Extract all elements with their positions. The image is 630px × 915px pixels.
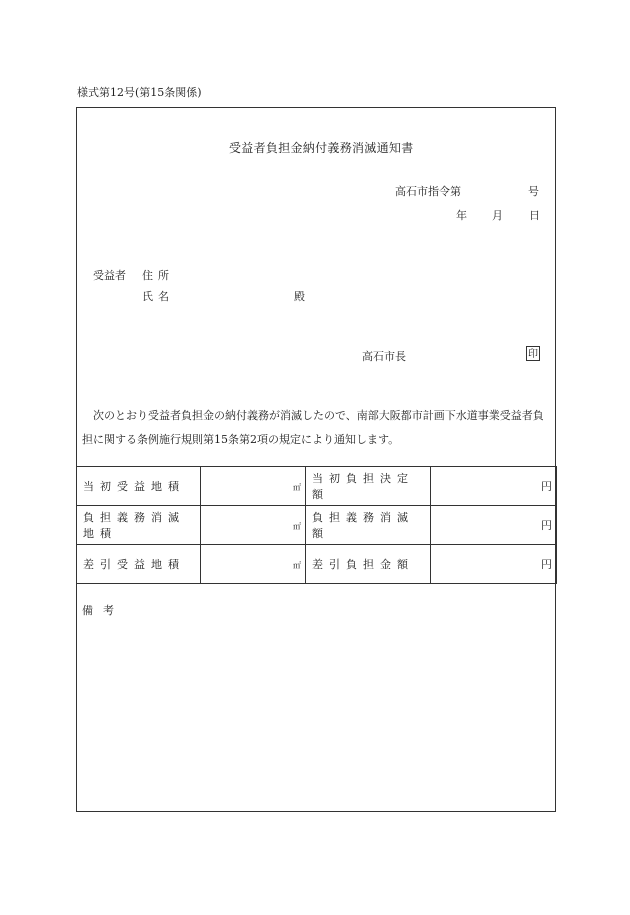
seal-mark: 印 bbox=[526, 346, 540, 361]
date-month-label: 月 bbox=[492, 209, 503, 222]
remarks-label: 備考 bbox=[82, 604, 124, 617]
initial-benefit-area-value bbox=[201, 467, 306, 506]
order-number-suffix: 号 bbox=[528, 185, 539, 198]
net-charge-amount-value bbox=[431, 545, 557, 584]
table-row bbox=[77, 545, 557, 584]
address-label: 住所 bbox=[142, 269, 174, 282]
square-meter-unit: ㎡ bbox=[293, 521, 301, 531]
yen-unit: 円 bbox=[541, 519, 552, 532]
square-meter-unit: ㎡ bbox=[293, 482, 301, 492]
form-frame bbox=[76, 107, 556, 812]
mayor-label: 高石市長 bbox=[362, 350, 406, 363]
extinguished-area-label: 負担義務消滅地積 bbox=[77, 506, 201, 545]
document-title: 受益者負担金納付義務消滅通知書 bbox=[229, 141, 414, 155]
net-benefit-area-label: 差引受益地積 bbox=[77, 545, 201, 584]
amounts-table bbox=[76, 466, 557, 584]
beneficiary-label: 受益者 bbox=[93, 269, 126, 282]
table-row bbox=[77, 506, 557, 545]
initial-benefit-area-label: 当初受益地積 bbox=[77, 467, 201, 506]
honorific-label: 殿 bbox=[294, 290, 305, 303]
initial-charge-amount-value bbox=[431, 467, 557, 506]
table-row bbox=[77, 467, 557, 506]
square-meter-unit: ㎡ bbox=[293, 560, 301, 570]
date-year-label: 年 bbox=[456, 209, 467, 222]
name-label: 氏名 bbox=[142, 290, 174, 303]
net-benefit-area-value bbox=[201, 545, 306, 584]
extinguished-area-value bbox=[201, 506, 306, 545]
yen-unit: 円 bbox=[541, 480, 552, 493]
extinguished-amount-label: 負担義務消滅額 bbox=[306, 506, 431, 545]
extinguished-amount-value bbox=[431, 506, 557, 545]
notice-body-text: 次のとおり受益者負担金の納付義務が消滅したので、南部大阪都市計画下水道事業受益者負担に関する条例施行規則第15条第2項の規定により通知します。 bbox=[82, 409, 544, 446]
initial-charge-amount-label: 当初負担決定額 bbox=[306, 467, 431, 506]
net-charge-amount-label: 差引負担金額 bbox=[306, 545, 431, 584]
form-number-label: 様式第12号(第15条関係) bbox=[77, 86, 202, 99]
order-number-prefix: 高石市指令第 bbox=[395, 185, 461, 198]
yen-unit: 円 bbox=[541, 558, 552, 571]
date-day-label: 日 bbox=[529, 209, 540, 222]
